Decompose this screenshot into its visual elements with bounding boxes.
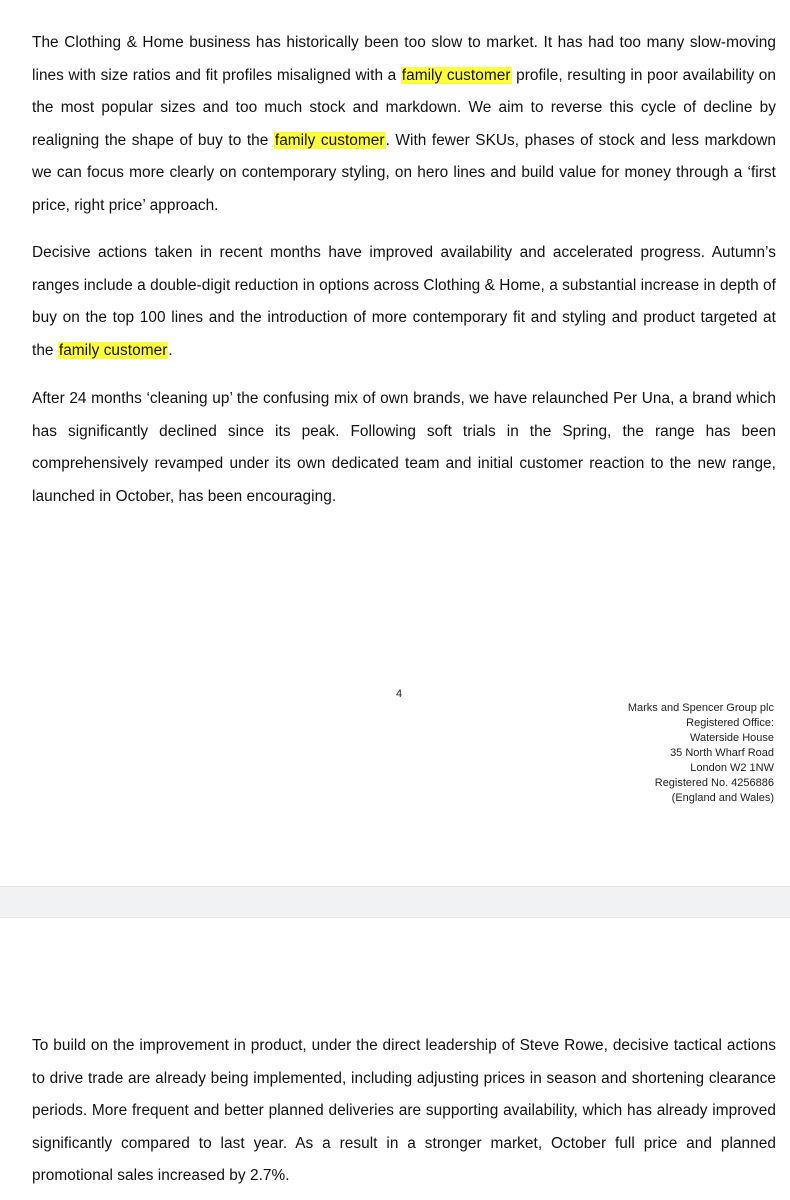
registered-office-address [628, 701, 774, 806]
paragraph-per-una [32, 383, 776, 513]
address-line: Marks and Spencer Group plc [627, 702, 774, 714]
address-line: (England and Wales) [671, 792, 774, 804]
highlighted-phrase: family customer [401, 66, 511, 84]
paragraph-steve-rowe [32, 1030, 776, 1193]
text-run: profile, resulting in poor availability on the most popular sizes and too much stock and markdown. We aim to reverse this cycle of decline by realigning the shape of buy to the [32, 66, 777, 149]
highlighted-phrase: family customer [58, 341, 168, 359]
address-line: 35 North Wharf Road [670, 747, 774, 759]
page-number: 4 [396, 688, 403, 700]
text-run: The Clothing & Home business has historically been too slow to market. It has had too many slow-moving lines with size ratios and fit profiles misaligned with a [32, 34, 776, 84]
address-line: Waterside House [690, 732, 774, 744]
highlighted-phrase: family customer [274, 131, 385, 149]
paragraph-clothing-home [32, 27, 776, 223]
text-run: . [168, 341, 173, 359]
text-run: Decisive actions taken in recent months have improved availability and accelerated progress. Autumn’s ranges include a double-digit reduction in options across Clothing & Home, a substantial increase in depth of buy on the top 100 lines and the introduction of more contemporary fit and styling and product targeted at the [32, 244, 776, 359]
text-run: . With fewer SKUs, phases of stock and less markdown we can focus more clearly on contemporary styling, on hero lines and build value for money through a ‘first price, right price’ approach. [32, 131, 776, 214]
paragraph-decisive-actions [32, 237, 776, 367]
document-page-2 [0, 918, 790, 1200]
page-separator [0, 886, 790, 918]
text-run: After 24 months ‘cleaning up’ the confusing mix of own brands, we have relaunched Per Una, a brand which has significantly declined since its peak. Following soft trials in the Spring, the range has been comprehensively revamped under its own dedicated team and initial customer reaction to the new range, launched in October, has been encouraging. [32, 390, 776, 505]
address-line: Registered Office: [686, 717, 774, 729]
address-line: London W2 1NW [690, 762, 774, 774]
text-run: To build on the improvement in product, under the direct leadership of Steve Rowe, decisive tactical actions to drive trade are already being implemented, including adjusting prices in season and shortening clearance periods. More frequent and better planned deliveries are supporting availability, which has already improved significantly compared to last year. As a result in a stronger market, October full price and planned promotional sales increased by 2.7%. [32, 1037, 776, 1185]
address-line: Registered No. 4256886 [654, 777, 774, 789]
